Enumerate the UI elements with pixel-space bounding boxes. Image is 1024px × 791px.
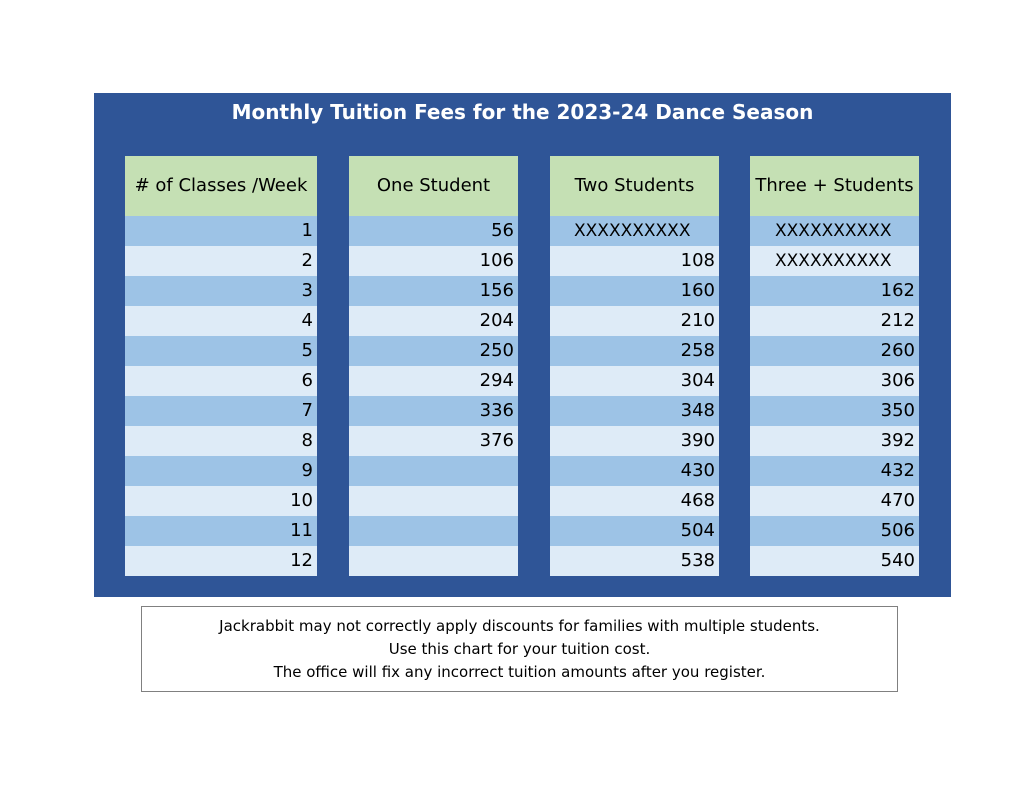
column-header: One Student bbox=[349, 156, 518, 216]
column-one-student bbox=[349, 156, 518, 576]
table-cell: 258 bbox=[550, 336, 719, 366]
table-cell: 6 bbox=[125, 366, 317, 396]
table-cell: 2 bbox=[125, 246, 317, 276]
table-cell: 250 bbox=[349, 336, 518, 366]
table-cell: 348 bbox=[550, 396, 719, 426]
table-cell: 430 bbox=[550, 456, 719, 486]
table-cell: 156 bbox=[349, 276, 518, 306]
column-header: Two Students bbox=[550, 156, 719, 216]
column-classes-per-week bbox=[125, 156, 317, 576]
notice-box bbox=[141, 606, 898, 692]
column-header: # of Classes /Week bbox=[125, 156, 317, 216]
table-cell: 204 bbox=[349, 306, 518, 336]
table-cell: 162 bbox=[750, 276, 919, 306]
notice-line: The office will fix any incorrect tuition amounts after you register. bbox=[273, 663, 766, 681]
table-cell: 470 bbox=[750, 486, 919, 516]
table-cell: XXXXXXXXXX bbox=[750, 216, 919, 246]
notice-line: Use this chart for your tuition cost. bbox=[388, 640, 651, 658]
table-cell: 336 bbox=[349, 396, 518, 426]
table-cell: 56 bbox=[349, 216, 518, 246]
table-cell: 504 bbox=[550, 516, 719, 546]
column-header: Three + Students bbox=[750, 156, 919, 216]
table-cell: 5 bbox=[125, 336, 317, 366]
table-cell: 210 bbox=[550, 306, 719, 336]
table-cell: 540 bbox=[750, 546, 919, 576]
table-cell: 306 bbox=[750, 366, 919, 396]
table-cell: 7 bbox=[125, 396, 317, 426]
page-title: Monthly Tuition Fees for the 2023-24 Dance Season bbox=[231, 100, 814, 124]
table-cell: 294 bbox=[349, 366, 518, 396]
table-cell: XXXXXXXXXX bbox=[750, 246, 919, 276]
table-cell: 506 bbox=[750, 516, 919, 546]
table-cell: 108 bbox=[550, 246, 719, 276]
table-cell: 12 bbox=[125, 546, 317, 576]
table-cell: 106 bbox=[349, 246, 518, 276]
table-cell: 8 bbox=[125, 426, 317, 456]
table-cell: 11 bbox=[125, 516, 317, 546]
table-cell bbox=[349, 516, 518, 546]
table-cell: 350 bbox=[750, 396, 919, 426]
table-cell bbox=[349, 486, 518, 516]
table-cell: 9 bbox=[125, 456, 317, 486]
table-cell: 304 bbox=[550, 366, 719, 396]
table-cell: 160 bbox=[550, 276, 719, 306]
column-three-plus-students bbox=[750, 156, 919, 576]
table-cell bbox=[349, 546, 518, 576]
table-cell: 4 bbox=[125, 306, 317, 336]
table-cell: 538 bbox=[550, 546, 719, 576]
table-cell: 212 bbox=[750, 306, 919, 336]
table-cell: 260 bbox=[750, 336, 919, 366]
table-cell: 392 bbox=[750, 426, 919, 456]
table-cell: 10 bbox=[125, 486, 317, 516]
table-cell: XXXXXXXXXX bbox=[550, 216, 719, 246]
table-cell: 376 bbox=[349, 426, 518, 456]
table-cell: 468 bbox=[550, 486, 719, 516]
column-two-students bbox=[550, 156, 719, 576]
notice-line: Jackrabbit may not correctly apply discounts for families with multiple students. bbox=[219, 617, 820, 635]
table-cell bbox=[349, 456, 518, 486]
table-cell: 1 bbox=[125, 216, 317, 246]
table-cell: 3 bbox=[125, 276, 317, 306]
table-cell: 432 bbox=[750, 456, 919, 486]
table-cell: 390 bbox=[550, 426, 719, 456]
